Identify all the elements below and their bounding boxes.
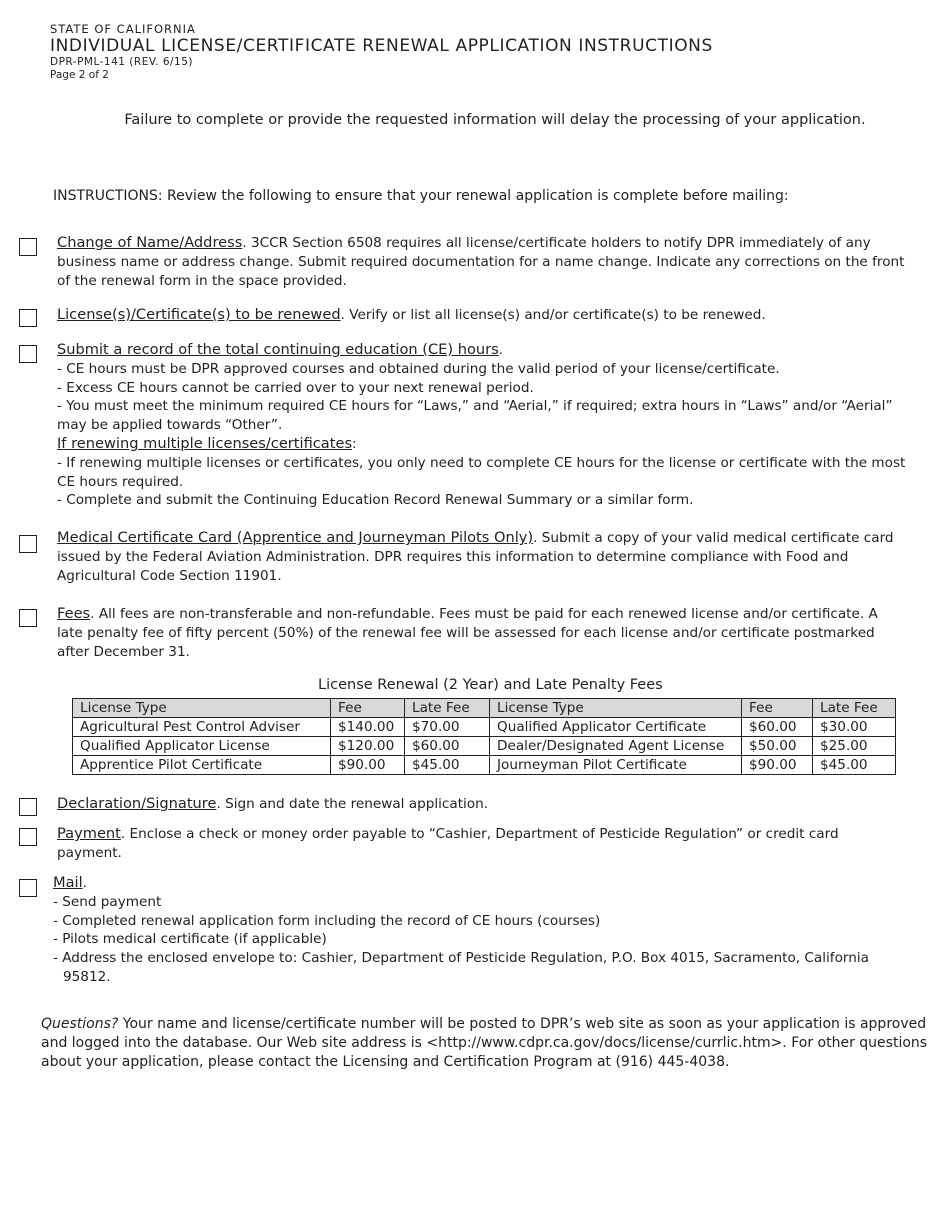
- item-heading: Medical Certificate Card (Apprentice and Journeyman Pilots Only): [57, 529, 534, 546]
- table-cell: Agricultural Pest Control Adviser: [73, 718, 331, 737]
- fee-table: [72, 698, 896, 775]
- heading-suffix: :: [352, 435, 357, 452]
- table-cell: $45.00: [405, 756, 490, 775]
- name-address-checkbox[interactable]: [19, 238, 37, 256]
- table-cell: Dealer/Designated Agent License: [490, 737, 742, 756]
- table-cell: $60.00: [405, 737, 490, 756]
- state-label: STATE OF CALIFORNIA: [50, 22, 196, 36]
- ce-line: - CE hours must be DPR approved courses and obtained during the valid period of your license/certificate.: [57, 360, 780, 377]
- column-header: Late Fee: [813, 699, 896, 718]
- payment-item: [57, 825, 907, 863]
- heading-suffix: .: [498, 342, 504, 358]
- ce-line: - Complete and submit the Continuing Education Record Renewal Summary or a similar form.: [57, 492, 694, 509]
- mail-line: - Completed renewal application form including the record of CE hours (courses): [53, 912, 601, 929]
- column-header: License Type: [490, 699, 742, 718]
- questions-label: Questions?: [41, 1016, 119, 1032]
- table-cell: $90.00: [331, 756, 405, 775]
- item-heading: Payment: [57, 825, 121, 842]
- item-text: . Verify or list all license(s) and/or certificate(s) to be renewed.: [340, 307, 766, 323]
- ce-line: - Excess CE hours cannot be carried over to your next renewal period.: [57, 379, 534, 396]
- table-cell: $50.00: [742, 737, 813, 756]
- heading-suffix: .: [82, 875, 87, 891]
- medical-checkbox[interactable]: [19, 535, 37, 553]
- questions-paragraph: [41, 1015, 931, 1072]
- form-title: INDIVIDUAL LICENSE/CERTIFICATE RENEWAL APPLICATION INSTRUCTIONS: [50, 36, 713, 56]
- name-address-item: [57, 234, 907, 290]
- table-cell: $25.00: [813, 737, 896, 756]
- table-cell: Qualified Applicator Certificate: [490, 718, 742, 737]
- ce-line: - If renewing multiple licenses or certificates, you only need to complete CE hours for the license or certificate with the most CE hours required.: [57, 454, 906, 490]
- item-heading: Mail: [53, 874, 83, 891]
- medical-item: [57, 529, 907, 585]
- item-text: . Sign and date the renewal application.: [216, 796, 489, 812]
- table-cell: $120.00: [331, 737, 405, 756]
- table-row: [73, 756, 896, 775]
- item-heading: Change of Name/Address: [57, 234, 243, 251]
- item-text: . All fees are non-transferable and non-refundable. Fees must be paid for each renewed license and/or certificate. A late penalty fee of fifty percent (50%) of the renewal fee will be assessed for each license and/or certificate postmarked after December 31.: [57, 606, 878, 660]
- column-header: Fee: [331, 699, 405, 718]
- item-heading: Submit a record of the total continuing education (CE) hours: [57, 341, 499, 358]
- column-header: Late Fee: [405, 699, 490, 718]
- questions-text: Your name and license/certificate number will be posted to DPR’s web site as soon as your application is approved and logged into the database. Our Web site address is <http://www.cdpr.ca.gov/docs/license/currlic.htm>. For other questions about your application, please contact the Licensing and Certification Program at (916) 445-4038.: [41, 1016, 928, 1070]
- column-header: License Type: [73, 699, 331, 718]
- item-text: . Enclose a check or money order payable to “Cashier, Department of Pesticide Regulation” or credit card payment.: [57, 826, 839, 861]
- table-cell: $60.00: [742, 718, 813, 737]
- delay-notice: Failure to complete or provide the requested information will delay the processing of your application.: [124, 112, 866, 128]
- item-heading: Declaration/Signature: [57, 795, 217, 812]
- item-text: . 3CCR Section 6508 requires all license/certificate holders to notify DPR immediately of any business name or address change. Submit required documentation for a name change. Indicate any corrections on the front of the renewal form in the space provided.: [57, 235, 905, 289]
- multiple-licenses-heading: If renewing multiple licenses/certificates: [57, 434, 353, 452]
- ce-hours-item: [57, 341, 907, 510]
- form-number: DPR-PML-141 (REV. 6/15): [50, 56, 194, 68]
- ce-line: - You must meet the minimum required CE hours for “Laws,” and “Aerial,” if required; extra hours in “Laws” and/or “Aerial” may be applied towards “Other”.: [57, 398, 893, 434]
- licenses-checkbox[interactable]: [19, 309, 37, 327]
- mail-line: - Pilots medical certificate (if applicable): [53, 931, 327, 948]
- form-header: [50, 22, 713, 82]
- fees-checkbox[interactable]: [19, 609, 37, 627]
- mail-line: - Address the enclosed envelope to: Cashier, Department of Pesticide Regulation, P.O. Box 4015, Sacramento, California 95812.: [53, 950, 869, 985]
- table-header-row: [73, 699, 896, 718]
- instructions-intro: INSTRUCTIONS: Review the following to ensure that your renewal application is complete before mailing:: [53, 188, 789, 204]
- item-heading: License(s)/Certificate(s) to be renewed: [57, 306, 341, 323]
- column-header: Fee: [742, 699, 813, 718]
- licenses-item: [57, 306, 907, 325]
- declaration-checkbox[interactable]: [19, 798, 37, 816]
- table-cell: $30.00: [813, 718, 896, 737]
- mail-checkbox[interactable]: [19, 879, 37, 897]
- table-cell: $90.00: [742, 756, 813, 775]
- table-cell: $140.00: [331, 718, 405, 737]
- table-cell: $45.00: [813, 756, 896, 775]
- page-number: Page 2 of 2: [50, 69, 109, 81]
- table-cell: Apprentice Pilot Certificate: [73, 756, 331, 775]
- table-cell: $70.00: [405, 718, 490, 737]
- table-cell: Journeyman Pilot Certificate: [490, 756, 742, 775]
- fees-item: [57, 605, 907, 661]
- table-cell: Qualified Applicator License: [73, 737, 331, 756]
- table-row: [73, 718, 896, 737]
- item-heading: Fees: [57, 605, 91, 622]
- ce-hours-checkbox[interactable]: [19, 345, 37, 363]
- mail-item: [53, 874, 903, 987]
- fee-table-title: License Renewal (2 Year) and Late Penalty Fees: [318, 677, 663, 693]
- declaration-item: [57, 795, 907, 814]
- payment-checkbox[interactable]: [19, 828, 37, 846]
- item-text: . Submit a copy of your valid medical certificate card issued by the Federal Aviation Administration. DPR requires this information to determine compliance with Food and Agricultural Code Section 11901.: [57, 530, 894, 584]
- table-row: [73, 737, 896, 756]
- mail-line: - Send payment: [53, 893, 162, 910]
